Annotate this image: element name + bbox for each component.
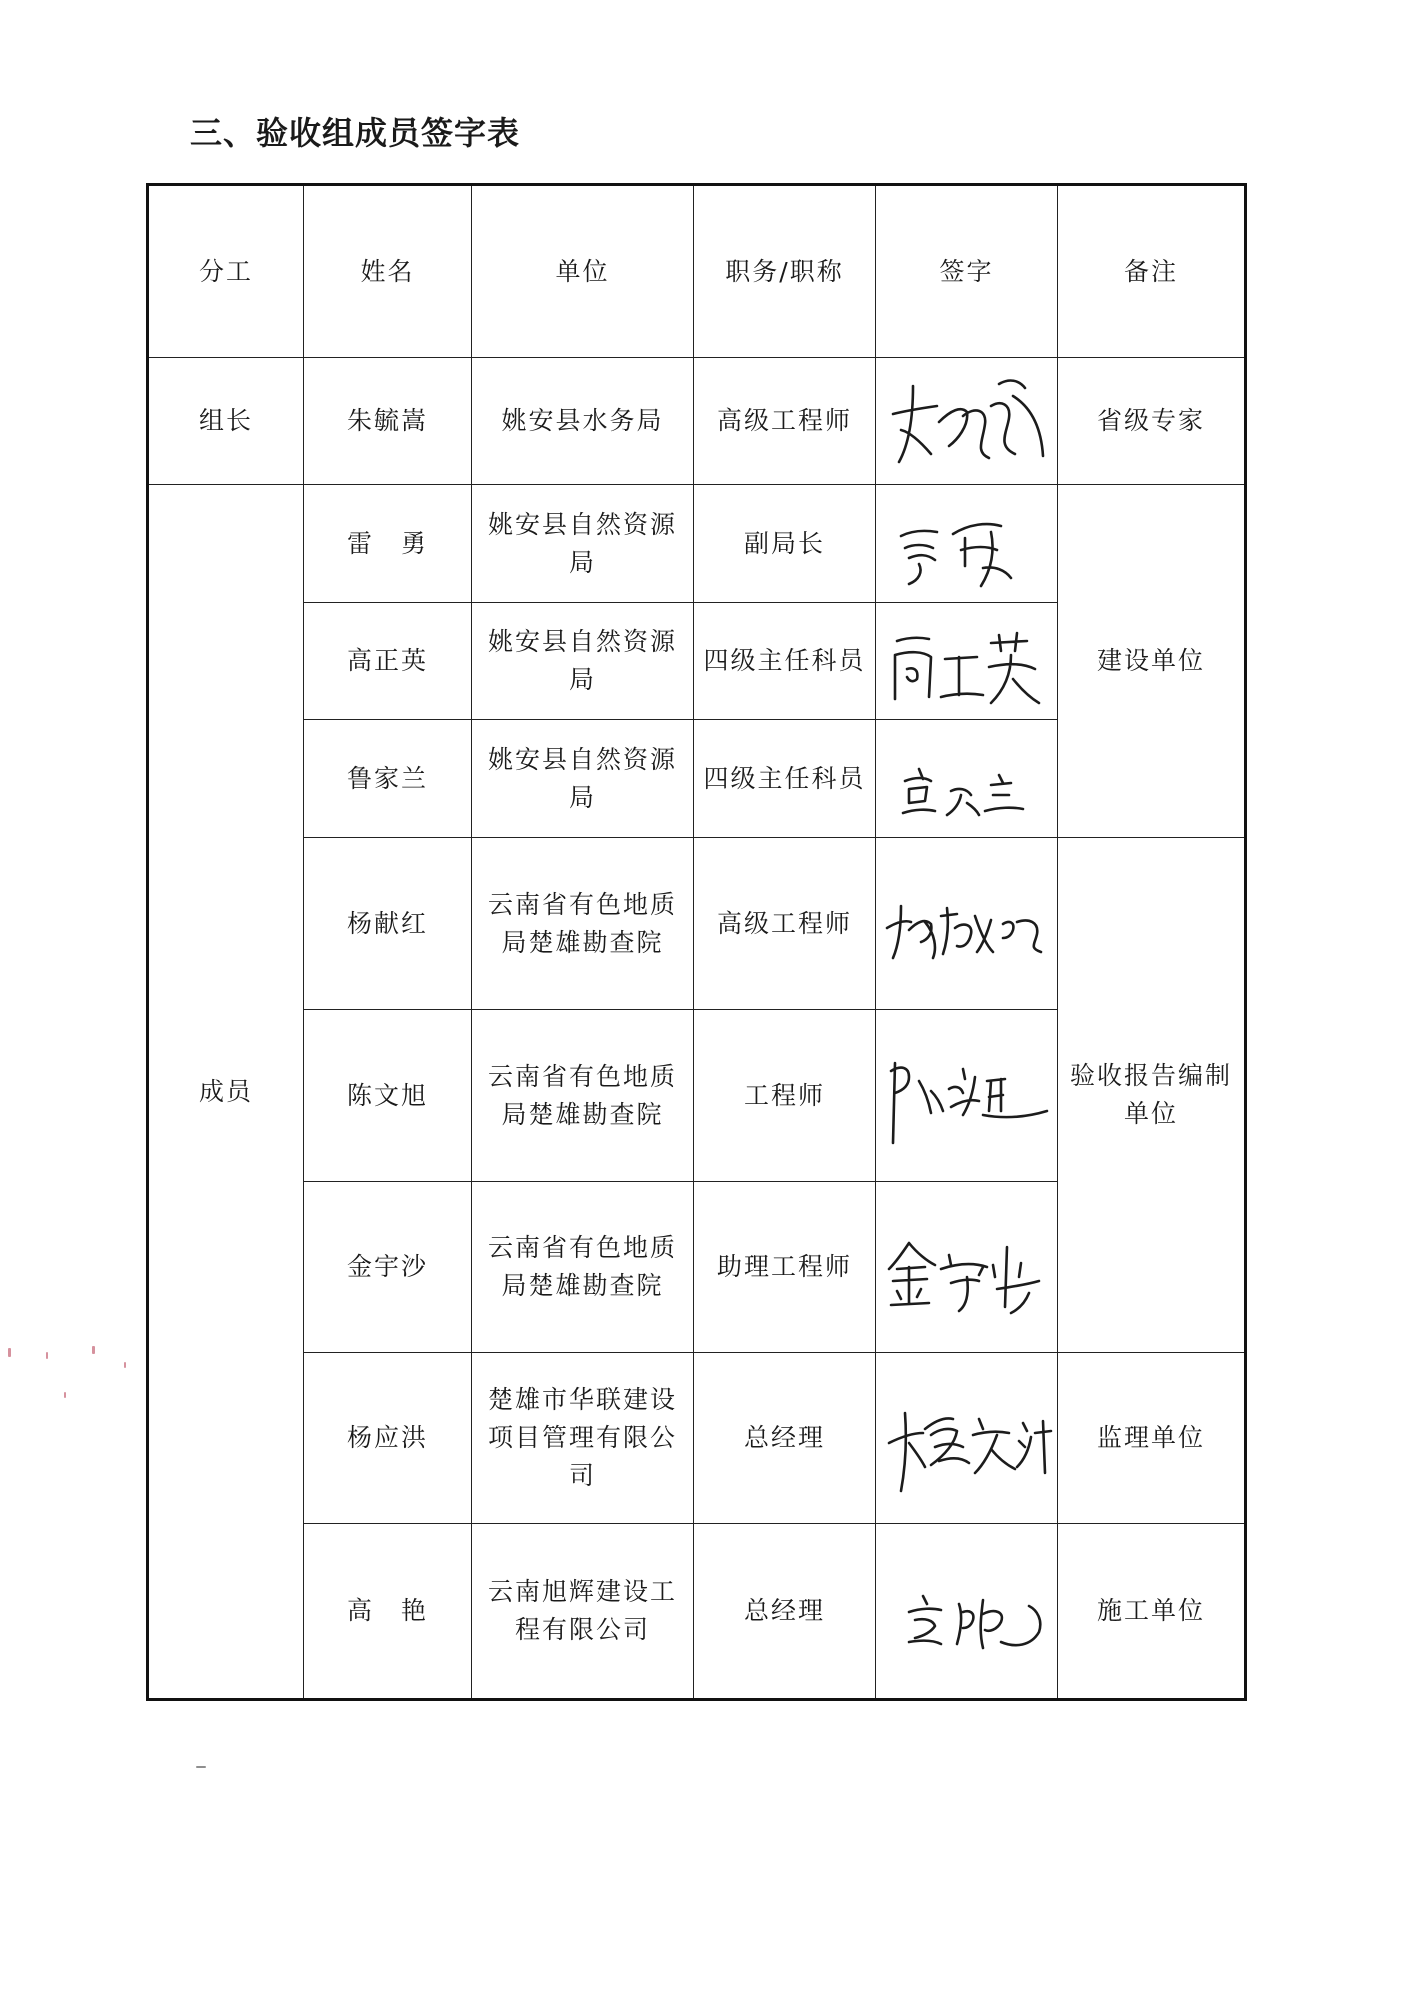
signature-image bbox=[879, 1031, 1055, 1161]
signature-image bbox=[879, 494, 1055, 594]
position-cell: 总经理 bbox=[694, 1353, 876, 1524]
name-cell: 朱毓嵩 bbox=[304, 358, 472, 485]
position-cell: 助理工程师 bbox=[694, 1182, 876, 1353]
table-row bbox=[148, 358, 1246, 485]
position-cell: 四级主任科员 bbox=[694, 720, 876, 838]
signature-cell bbox=[876, 1010, 1058, 1182]
signature-cell bbox=[876, 485, 1058, 603]
scan-speck bbox=[124, 1362, 126, 1368]
signature-cell bbox=[876, 720, 1058, 838]
name-cell: 高正英 bbox=[304, 603, 472, 720]
signature-cell bbox=[876, 1182, 1058, 1353]
position-cell: 工程师 bbox=[694, 1010, 876, 1182]
signature-cell bbox=[876, 1353, 1058, 1524]
name-cell: 鲁家兰 bbox=[304, 720, 472, 838]
header-role: 分工 bbox=[148, 185, 304, 358]
org-cell: 姚安县自然资源局 bbox=[472, 603, 694, 720]
remark-cell: 建设单位 bbox=[1058, 485, 1246, 838]
org-cell: 云南省有色地质局楚雄勘查院 bbox=[472, 838, 694, 1010]
signature-image bbox=[879, 1373, 1055, 1503]
scan-speck bbox=[46, 1352, 48, 1359]
position-cell: 总经理 bbox=[694, 1524, 876, 1700]
name-cell: 陈文旭 bbox=[304, 1010, 472, 1182]
position-cell: 高级工程师 bbox=[694, 838, 876, 1010]
signature-cell bbox=[876, 603, 1058, 720]
group-leader-cell: 组长 bbox=[148, 358, 304, 485]
name-cell: 杨应洪 bbox=[304, 1353, 472, 1524]
scan-speck bbox=[92, 1346, 95, 1354]
org-cell: 姚安县自然资源局 bbox=[472, 720, 694, 838]
org-cell: 姚安县自然资源局 bbox=[472, 485, 694, 603]
header-remark: 备注 bbox=[1058, 185, 1246, 358]
org-cell: 云南旭辉建设工程有限公司 bbox=[472, 1524, 694, 1700]
signature-image bbox=[879, 366, 1055, 476]
position-cell: 四级主任科员 bbox=[694, 603, 876, 720]
signature-image bbox=[879, 1556, 1055, 1666]
org-cell: 云南省有色地质局楚雄勘查院 bbox=[472, 1010, 694, 1182]
header-row bbox=[148, 185, 1246, 358]
table-row bbox=[148, 485, 1246, 603]
table-row bbox=[148, 838, 1246, 1010]
org-cell: 云南省有色地质局楚雄勘查院 bbox=[472, 1182, 694, 1353]
signature-cell bbox=[876, 838, 1058, 1010]
header-signature: 签字 bbox=[876, 185, 1058, 358]
position-cell: 副局长 bbox=[694, 485, 876, 603]
signature-image bbox=[879, 611, 1055, 711]
remark-cell: 监理单位 bbox=[1058, 1353, 1246, 1524]
name-cell: 金宇沙 bbox=[304, 1182, 472, 1353]
remark-cell: 省级专家 bbox=[1058, 358, 1246, 485]
name-cell: 杨献红 bbox=[304, 838, 472, 1010]
name-cell: 雷 勇 bbox=[304, 485, 472, 603]
signature-cell bbox=[876, 1524, 1058, 1700]
signature-image bbox=[879, 1207, 1055, 1327]
scan-speck bbox=[196, 1766, 206, 1768]
group-members-cell: 成员 bbox=[148, 485, 304, 1700]
remark-cell: 验收报告编制单位 bbox=[1058, 838, 1246, 1353]
position-cell: 高级工程师 bbox=[694, 358, 876, 485]
name-cell: 高 艳 bbox=[304, 1524, 472, 1700]
scan-speck bbox=[64, 1392, 66, 1398]
table-row bbox=[148, 1353, 1246, 1524]
signature-image bbox=[879, 729, 1055, 829]
signature-image bbox=[879, 864, 1055, 984]
org-cell: 楚雄市华联建设项目管理有限公司 bbox=[472, 1353, 694, 1524]
header-org: 单位 bbox=[472, 185, 694, 358]
scan-speck bbox=[8, 1348, 11, 1357]
signature-table bbox=[146, 183, 1247, 1701]
header-position: 职务/职称 bbox=[694, 185, 876, 358]
remark-cell: 施工单位 bbox=[1058, 1524, 1246, 1700]
signature-cell bbox=[876, 358, 1058, 485]
org-cell: 姚安县水务局 bbox=[472, 358, 694, 485]
document-title: 三、验收组成员签字表 bbox=[190, 114, 521, 152]
header-name: 姓名 bbox=[304, 185, 472, 358]
table-row bbox=[148, 1524, 1246, 1700]
